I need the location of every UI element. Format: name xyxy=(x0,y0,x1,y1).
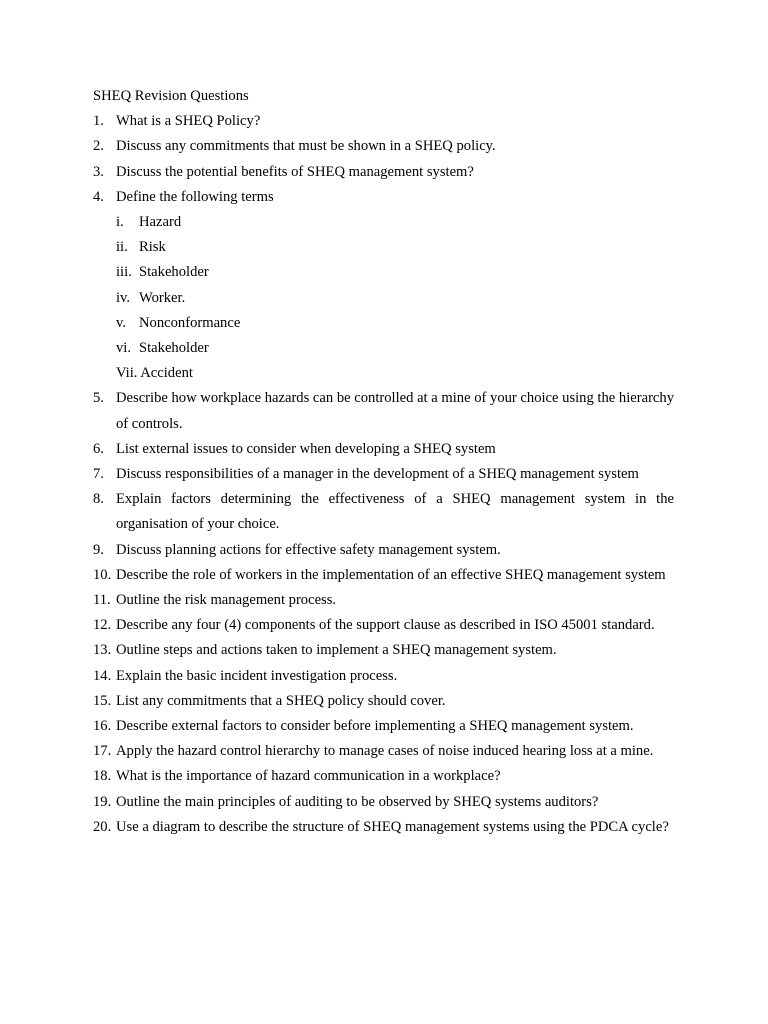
question-item xyxy=(93,160,674,185)
question-text: Explain factors determining the effectiveness of a SHEQ management system in the organisation of your choice. xyxy=(116,491,674,533)
question-text: Explain the basic incident investigation process. xyxy=(116,667,398,684)
question-item xyxy=(93,538,674,563)
question-item xyxy=(93,109,674,134)
term-item-extra: Vii. Accident xyxy=(116,365,193,382)
question-text: Describe the role of workers in the implementation of an effective SHEQ management system xyxy=(116,566,666,583)
question-item xyxy=(93,487,674,537)
question-number: 1. xyxy=(93,113,104,130)
term-text: Nonconformance xyxy=(139,314,241,331)
question-text: What is the importance of hazard communication in a workplace? xyxy=(116,768,501,785)
term-list xyxy=(116,210,674,361)
term-item xyxy=(116,336,674,361)
question-text: Describe any four (4) components of the support clause as described in ISO 45001 standard. xyxy=(116,617,655,634)
document-page xyxy=(93,84,674,840)
question-item xyxy=(93,134,674,159)
term-item xyxy=(116,210,674,235)
question-item xyxy=(93,664,674,689)
term-text: Risk xyxy=(139,239,166,256)
question-number: 12. xyxy=(93,617,112,634)
question-text: Discuss any commitments that must be shown in a SHEQ policy. xyxy=(116,138,496,155)
term-item xyxy=(116,235,674,260)
question-list xyxy=(93,109,674,840)
question-number: 10. xyxy=(93,566,112,583)
question-number: 11. xyxy=(93,592,111,609)
question-text: Discuss responsibilities of a manager in the development of a SHEQ management system xyxy=(116,466,639,483)
document-title: SHEQ Revision Questions xyxy=(93,88,249,104)
term-item xyxy=(116,260,674,285)
question-item xyxy=(93,815,674,840)
question-text: Define the following terms xyxy=(116,188,274,205)
question-text: Outline the risk management process. xyxy=(116,592,337,609)
question-text: Use a diagram to describe the structure of SHEQ management systems using the PDCA cycle? xyxy=(116,818,669,835)
question-text: Describe external factors to consider before implementing a SHEQ management system. xyxy=(116,718,634,735)
question-text: What is a SHEQ Policy? xyxy=(116,113,261,130)
question-number: 9. xyxy=(93,541,104,558)
term-number: iv. xyxy=(116,289,131,306)
question-item xyxy=(93,613,674,638)
term-text: Worker. xyxy=(139,289,186,306)
term-text: Hazard xyxy=(139,214,182,231)
question-number: 2. xyxy=(93,138,104,155)
term-text: Stakeholder xyxy=(139,264,209,281)
question-text: Outline the main principles of auditing to be observed by SHEQ systems auditors? xyxy=(116,793,599,810)
question-number: 7. xyxy=(93,466,104,483)
question-item xyxy=(93,437,674,462)
term-number: v. xyxy=(116,314,126,331)
question-text: List external issues to consider when developing a SHEQ system xyxy=(116,440,496,457)
question-number: 5. xyxy=(93,390,104,407)
term-text: Stakeholder xyxy=(139,340,209,357)
question-number: 16. xyxy=(93,718,112,735)
question-number: 3. xyxy=(93,163,104,180)
question-item xyxy=(93,739,674,764)
question-text: Discuss planning actions for effective safety management system. xyxy=(116,541,501,558)
term-number: vi. xyxy=(116,340,131,357)
question-item xyxy=(93,790,674,815)
question-text: Outline steps and actions taken to implement a SHEQ management system. xyxy=(116,642,557,659)
question-item xyxy=(93,386,674,436)
question-number: 19. xyxy=(93,793,112,810)
term-number: i. xyxy=(116,214,124,231)
question-item xyxy=(93,462,674,487)
question-number: 6. xyxy=(93,440,104,457)
term-number: ii. xyxy=(116,239,128,256)
term-item xyxy=(116,311,674,336)
question-number: 4. xyxy=(93,188,104,205)
term-item xyxy=(116,286,674,311)
term-number: iii. xyxy=(116,264,132,281)
question-number: 14. xyxy=(93,667,112,684)
question-number: 15. xyxy=(93,692,112,709)
question-number: 13. xyxy=(93,642,112,659)
question-item xyxy=(93,563,674,588)
question-number: 18. xyxy=(93,768,112,785)
question-text: Discuss the potential benefits of SHEQ management system? xyxy=(116,163,474,180)
question-item xyxy=(93,714,674,739)
question-item xyxy=(93,764,674,789)
question-number: 17. xyxy=(93,743,112,760)
question-item xyxy=(93,185,674,387)
question-item xyxy=(93,588,674,613)
question-number: 20. xyxy=(93,818,112,835)
question-item xyxy=(93,689,674,714)
question-text: Describe how workplace hazards can be controlled at a mine of your choice using the hierarchy of controls. xyxy=(116,390,674,432)
question-text: Apply the hazard control hierarchy to manage cases of noise induced hearing loss at a mine. xyxy=(116,743,654,760)
question-item xyxy=(93,638,674,663)
question-number: 8. xyxy=(93,491,104,508)
question-text: List any commitments that a SHEQ policy should cover. xyxy=(116,692,446,709)
